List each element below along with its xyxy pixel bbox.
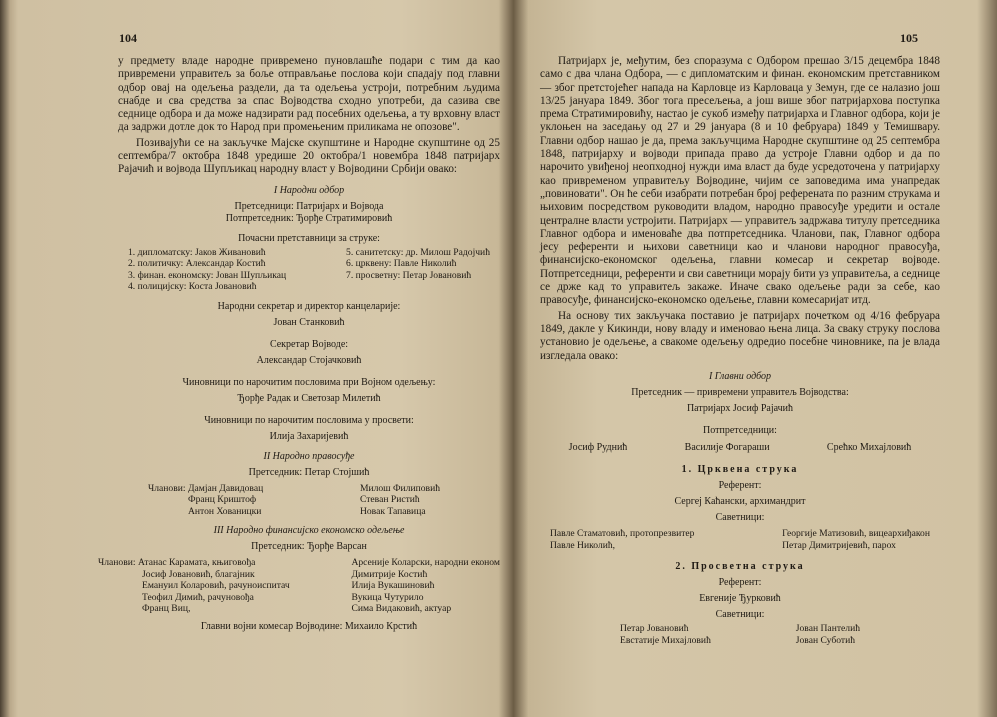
vojvoda-secretary-title: Секретар Војводе:	[269, 338, 349, 350]
s3-member: Теофил Димић, рачуновођа	[142, 591, 254, 603]
s2-member: Стеван Ристић	[359, 494, 420, 506]
s3-member: Атанас Карамата, књиговођа	[137, 557, 256, 569]
church-advisor: Павле Стаматовић, протопрезвитер	[550, 528, 695, 540]
honorary-item: 6. црквену: Павле Николић	[346, 258, 457, 270]
education-referent-title: Референт:	[718, 577, 762, 589]
s1-vice-president: Потпретседник: Ђорђе Стратимировић	[225, 212, 393, 224]
s3-member: Илија Вукашиновић	[351, 580, 435, 592]
honorary-list	[128, 247, 490, 293]
left-paragraph-2: Позивајући се на закључке Мајске скупштине и Народне скупштине од 25 септембра/7 октобра 1848 уредише 20 октобра/1 новембра 1848 патријарх Рајачић и војвода Шупљикац народну власт у Војводини Србији овако:	[118, 136, 500, 176]
s2-members	[148, 483, 440, 518]
s3-right-column	[351, 557, 500, 615]
s3-members	[98, 557, 500, 615]
vojvoda-secretary-name: Александар Стојачковић	[256, 354, 362, 366]
s2-right-column	[360, 483, 440, 518]
church-advisors-left	[550, 528, 694, 551]
right-paragraph-1: Патријарх је, међутим, без споразума с Одбором прешао 3/15 децембра 1848 само с два члана Одбора, — с дипломатским и финан. економским претставником — због претстојећег напада на Карловце из Карловаца у Земун, где се налазио још 13/25 јануара 1849. Због тога пресељења, а још више због патријархова поступка према Стратимировићу, настао је сукоб између патријарха и Главног одбора, који је уклоњен на заседању од 27 и 29 јануара (8 и 10 фебруара) 1849 у Темишвару. Главни одбор нашао је да, према закључцима Народне скупштине од 25 септембра 1848, патријарху и војводи припада право да устроје Главни одбор и да по нарочито увиђеној неопходној нужди има власт да буде усредоточена у патријарху као привременом управитељу Војводине, чијим се заповедима има унапредак „повиновати". Он ће себи изабрати потребан број референата по разним струкама и њиховим посредством руководити владом, народно правосуђе уредити и остале централне власти устројити. Патријарх — управитељ задржава титулу претседника Главног одбора и именоваће два потпретседника. Чланови, пак, Главног одбора јесу референти и њихови саветници као и чланови народног правосуђа, финансијско-економског одељења, главни комесар и секретар војводе. Потпретседници, референти и сви саветници морају бити уз управитеља, а седнице се држе кад то управитељ закаже. Иначе свако одељење ради за себе, као правосуђе, финансијско-економско одељење, главни комесаријат итд.	[540, 55, 940, 307]
education-officials-name: Илија Захаријевић	[269, 430, 349, 442]
church-advisors	[550, 528, 930, 551]
s2-member: Антон Хованицки	[188, 505, 262, 517]
s1-president: Претседници: Патријарх и Војвода	[234, 200, 384, 212]
section-narodni-odbor-title: I Народни одбор	[273, 184, 345, 196]
vice-president: Срећко Михајловић	[826, 441, 912, 453]
s3-member: Јосиф Јовановић, благајник	[142, 568, 255, 580]
honorary-title: Почасни претставници за струке:	[238, 232, 380, 244]
section-pravosudje-title: II Народно правосуђе	[263, 450, 355, 462]
s2-left-column	[148, 483, 263, 518]
right-paragraph-2: На основу тих закључака поставио је патријарх почетком од 4/16 фебруара 1849, дакле у Кикинди, нову владу и именовао њена лица. За сваку струку послова установио је одељење, а свакоме одељењу одредио посебне чиновнике, па је влада изгледала овако:	[540, 309, 940, 362]
church-referent-name: Сергеј Каћански, архимандрит	[674, 496, 806, 508]
s2-member: Дамјан Давидовац	[187, 482, 264, 494]
r-s1-president-name: Патријарх Јосиф Рајачић	[686, 402, 794, 414]
education-advisors-right	[796, 623, 860, 646]
honorary-item: 4. полицијску: Коста Јовановић	[128, 281, 257, 293]
right-page	[520, 0, 990, 717]
honorary-right-column	[346, 247, 490, 293]
church-advisor: Павле Николић,	[550, 539, 616, 551]
church-advisors-title: Саветници:	[715, 512, 765, 524]
education-referent-name: Евгеније Ђурковић	[699, 593, 781, 605]
page-number-left: 104	[119, 31, 137, 45]
secretary-title: Народни секретар и директор канцеларије:	[217, 300, 401, 312]
education-officials-title: Чиновници по нарочитим пословима у просвети:	[204, 414, 414, 426]
honorary-item: 2. политичку: Александар Костић	[128, 258, 266, 270]
education-advisor: Јован Суботић	[795, 634, 856, 646]
s2-member: Франц Криштоф	[188, 494, 257, 506]
military-officials-names: Ђорђе Радак и Светозар Милетић	[237, 392, 381, 404]
s3-member: Димитрије Костић	[351, 568, 428, 580]
s3-member: Емануил Коларовић, рачуноиспитач	[142, 580, 290, 592]
vice-president: Јосиф Руднић	[568, 441, 628, 453]
church-referent-title: Референт:	[718, 480, 762, 492]
church-advisor: Петар Димитријевић, парох	[782, 539, 896, 551]
honorary-item: 5. санитетску: др. Милош Радојчић	[346, 246, 490, 258]
s3-member: Сима Видаковић, актуар	[351, 603, 452, 615]
s2-member: Новак Тапавица	[359, 505, 426, 517]
military-officials-title: Чиновници по нарочитим пословима при Војном одељењу:	[182, 376, 436, 388]
education-advisors-title: Саветници:	[715, 609, 765, 621]
education-advisors-left	[620, 623, 711, 646]
section-glavni-odbor-title: I Главни одбор	[708, 370, 772, 382]
s3-member: Арсеније Коларски, народни економ	[351, 557, 500, 569]
honorary-item: 1. дипломатску: Јаков Живановић	[128, 246, 266, 258]
education-advisor: Евстатије Михајловић	[620, 634, 711, 646]
s2-president: Претседник: Петар Стојшић	[248, 466, 370, 478]
section-finance-title: III Народно финансијско економско одељење	[213, 525, 405, 537]
s3-president: Претседник: Ђорђе Варсан	[251, 541, 367, 553]
r-s1-president-title: Претседник — привремени управитељ Војводства:	[631, 386, 849, 398]
vice-presidents-title: Потпретседници:	[703, 424, 777, 436]
left-paragraph-1: у предмету владе народне привремено пуновлашће подари с тим да као привремени управитељ за боље отправљање послова који спадају под главни одбор овај на одељења раздели, да та одељења устроји, потребним људима снабде и сва средства за спас Војводства сходно употреби, да сазива све седнице одбора и да може надзирати рад посебних одељења, а ту врховну власт да задржи дотле док то Народ при промењеним приликама не опозове".	[118, 55, 500, 134]
s2-member: Милош Филиповић	[359, 482, 440, 494]
section-church-title: 1. Црквена струка	[681, 464, 799, 476]
vice-president: Василије Фогараши	[684, 441, 770, 453]
s3-member: Франц Виц,	[142, 603, 191, 615]
honorary-item: 7. просветну: Петар Јовановић	[346, 269, 472, 281]
section-education-title: 2. Просветна струка	[675, 561, 805, 573]
left-page	[18, 0, 513, 717]
honorary-left-column	[128, 247, 286, 293]
military-commissar: Главни војни комесар Војводине: Михаило Крстић	[200, 620, 418, 632]
page-number-right: 105	[900, 31, 918, 45]
s2-members-label: Чланови:	[148, 482, 186, 494]
education-advisor: Јован Пантелић	[795, 623, 860, 635]
s3-left-column	[98, 557, 290, 615]
right-body	[540, 55, 940, 646]
church-advisors-right	[782, 528, 930, 551]
church-advisor: Георгије Матизовић, вицеархиђакон	[782, 528, 930, 540]
education-advisor: Петар Јовановић	[620, 623, 689, 635]
honorary-item: 3. финан. економску: Јован Шупљикац	[128, 269, 287, 281]
vice-presidents-list	[540, 441, 940, 454]
secretary-name: Јован Станковић	[273, 316, 345, 328]
education-advisors	[620, 623, 860, 646]
left-body	[98, 55, 500, 633]
s3-members-label: Чланови:	[98, 557, 136, 569]
s3-member: Вукица Чутурило	[351, 591, 424, 603]
